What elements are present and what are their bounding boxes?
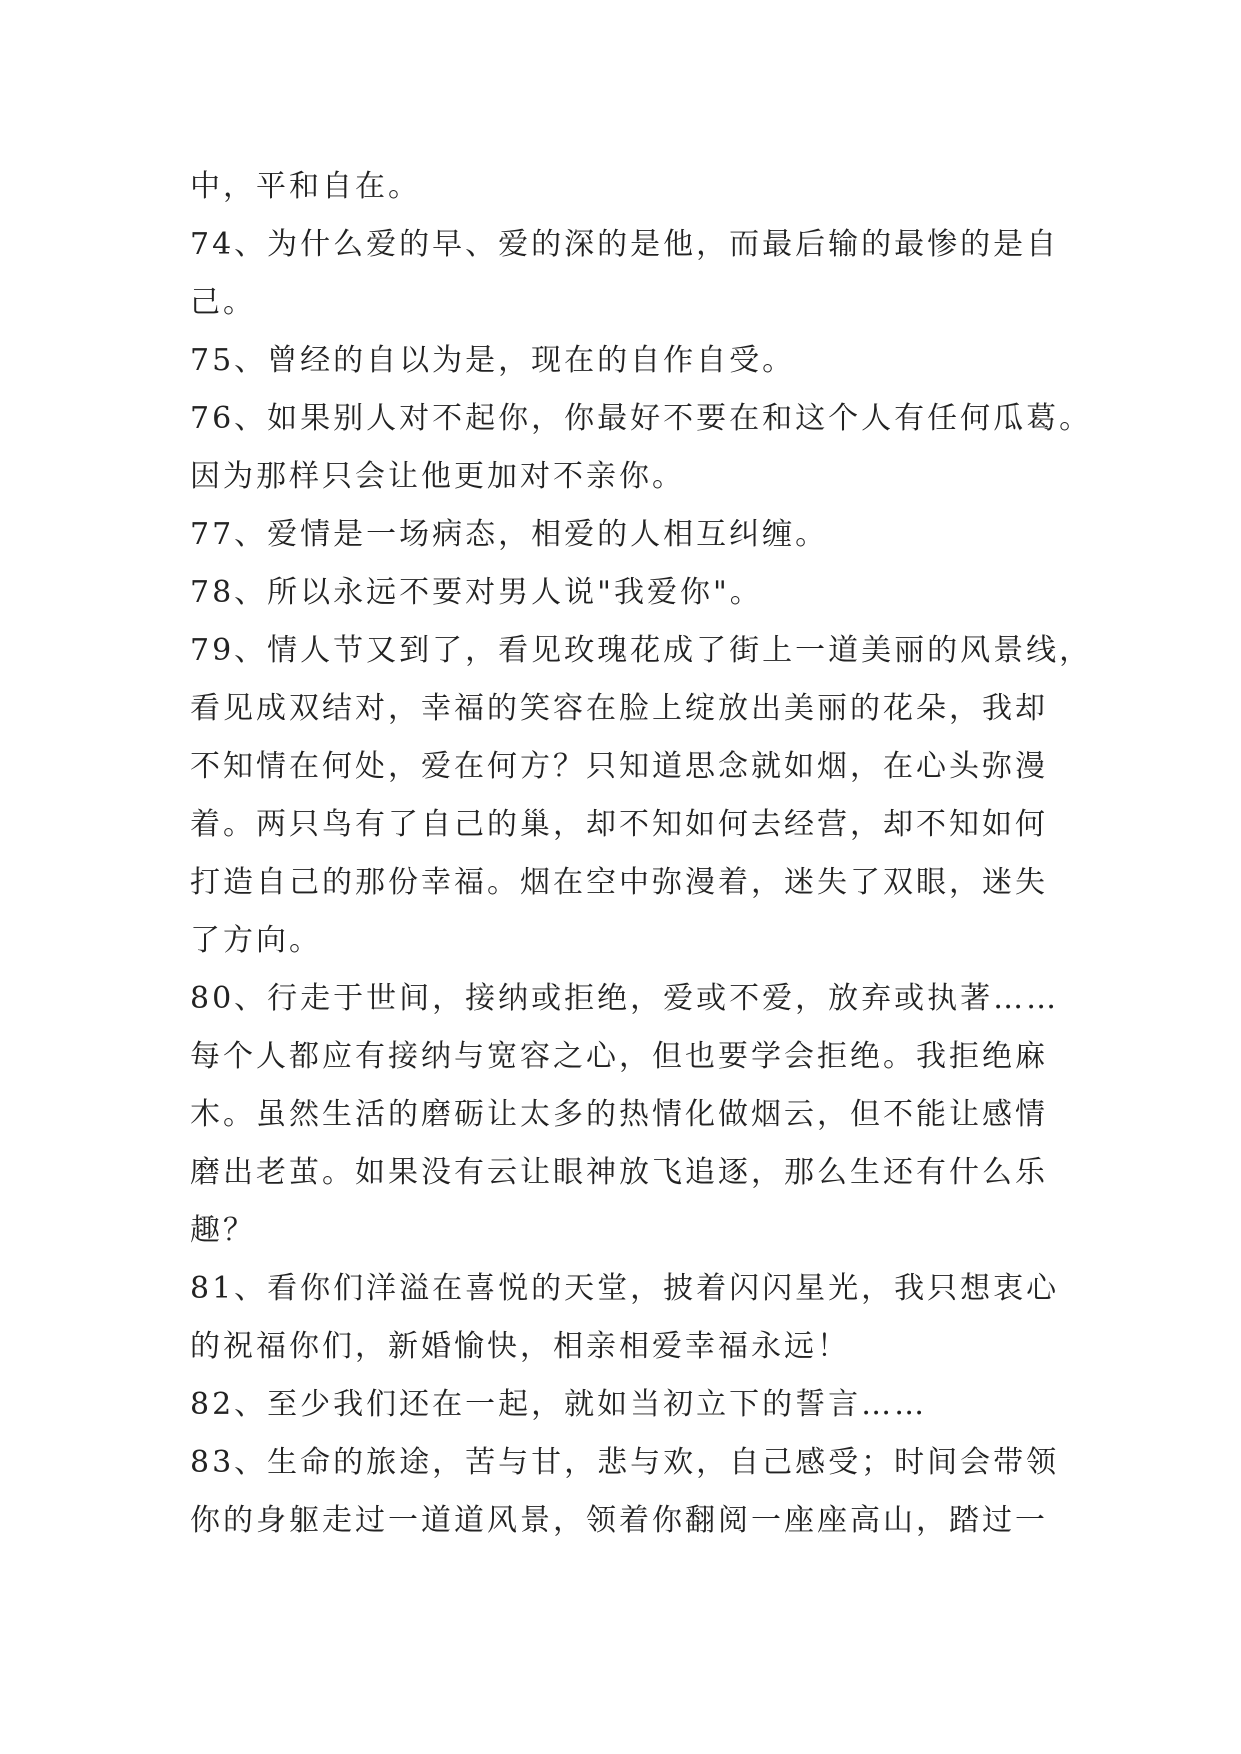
text-line: 打造自己的那份幸福。烟在空中弥漫着，迷失了双眼，迷失 — [190, 865, 1048, 900]
text-line: 80、行走于世间，接纳或拒绝，爱或不爱，放弃或执著…… — [190, 981, 1060, 1016]
text-line: 看见成双结对，幸福的笑容在脸上绽放出美丽的花朵，我却 — [190, 691, 1048, 726]
text-line: 82、至少我们还在一起，就如当初立下的誓言…… — [190, 1387, 928, 1422]
text-line: 己。 — [190, 285, 256, 320]
text-line: 的祝福你们，新婚愉快，相亲相爱幸福永远！ — [190, 1329, 850, 1364]
text-line: 着。两只鸟有了自己的巢，却不知如何去经营，却不知如何 — [190, 807, 1048, 842]
text-line: 每个人都应有接纳与宽容之心，但也要学会拒绝。我拒绝麻 — [190, 1039, 1048, 1074]
text-line: 76、如果别人对不起你，你最好不要在和这个人有任何瓜葛。 — [190, 401, 1093, 436]
text-line: 了方向。 — [190, 923, 322, 958]
text-line: 木。虽然生活的磨砺让太多的热情化做烟云，但不能让感情 — [190, 1097, 1048, 1132]
text-line: 中，平和自在。 — [190, 169, 421, 204]
text-line: 你的身躯走过一道道风景，领着你翻阅一座座高山，踏过一 — [190, 1503, 1048, 1538]
text-line: 不知情在何处，爱在何方？只知道思念就如烟，在心头弥漫 — [190, 749, 1048, 784]
text-line: 83、生命的旅途，苦与甘，悲与欢，自己感受；时间会带领 — [190, 1445, 1060, 1480]
text-line: 77、爱情是一场病态，相爱的人相互纠缠。 — [190, 517, 829, 552]
text-line: 79、情人节又到了，看见玫瑰花成了街上一道美丽的风景线， — [190, 633, 1093, 668]
document-body — [190, 158, 1093, 1550]
text-line: 74、为什么爱的早、爱的深的是他，而最后输的最惨的是自 — [190, 227, 1060, 262]
text-line: 因为那样只会让他更加对不亲你。 — [190, 459, 685, 494]
text-line: 81、看你们洋溢在喜悦的天堂，披着闪闪星光，我只想衷心 — [190, 1271, 1060, 1306]
text-line: 趣？ — [190, 1213, 256, 1248]
text-line: 75、曾经的自以为是，现在的自作自受。 — [190, 343, 796, 378]
text-line: 磨出老茧。如果没有云让眼神放飞追逐，那么生还有什么乐 — [190, 1155, 1048, 1190]
text-line: 78、所以永远不要对男人说"我爱你"。 — [190, 575, 763, 610]
